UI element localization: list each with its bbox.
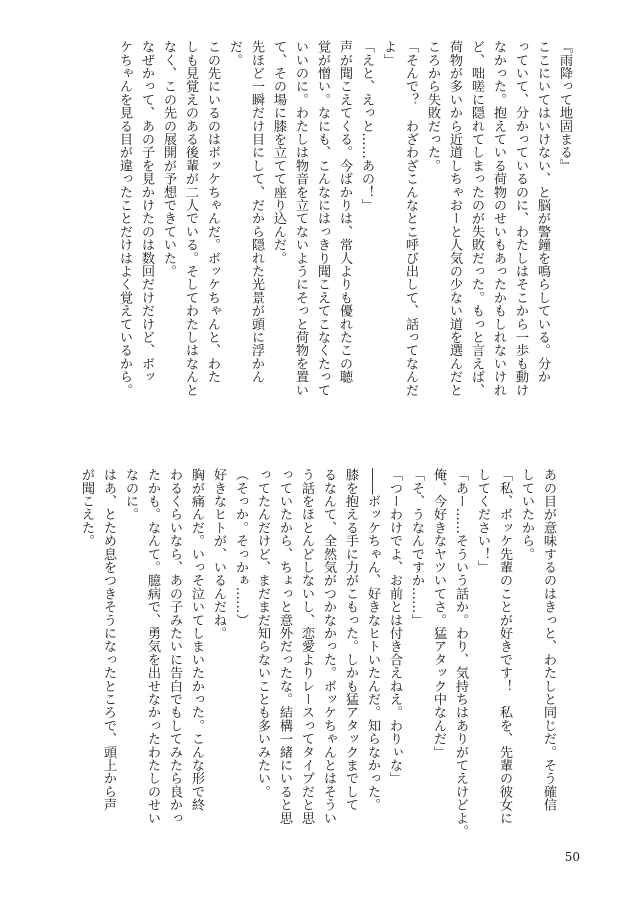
text-line: 膝を抱える手に力がこもった。しかも猛アタックまでして (343, 468, 358, 812)
text-line: 「私、ボッケ先輩のことが好きです！ 私を、先輩の彼女に (497, 468, 512, 825)
text-line: ――ボッケちゃん、好きなヒトいたんだ。知らなかった。 (365, 468, 380, 812)
text-line: 好きなヒトが、いるんだね。 (211, 468, 226, 640)
text-line: 「つーわけでよ、お前とは付き合えねえ。わりぃな」 (387, 468, 402, 785)
text-line: なく、この先の展開が予想できていた。 (161, 40, 176, 278)
text-line: してください！」 (475, 468, 490, 574)
text-line: ころから失敗だった。 (425, 40, 440, 172)
text-line: 先ほど一瞬だけ目にして、だから隠れた光景が頭に浮かん (249, 40, 264, 384)
text-line: 「えと、えっと……あの！」 (359, 40, 374, 212)
text-line: なかった。抱えている荷物のせいもあったかもしれないけれ (491, 40, 506, 397)
text-line: ってたんだけど、まだまだ知らないことも多いみたい。 (255, 468, 270, 798)
text-line: ここにいてはいけない、と脳が警鐘を鳴らしている。分か (535, 40, 550, 384)
text-line: ケちゃんを見る目が違ったことだけはよく覚えているから。 (117, 40, 132, 397)
text-line: う話をほとんどしないし、恋愛よりレースってタイプだと思 (299, 468, 314, 825)
text-line: はあ、とため息をつきそうになったところで、頭上から声 (101, 468, 116, 812)
text-line: なぜかって、あの子を見かけたのは数回だけだけど、ボッ (139, 40, 154, 384)
text-line: 俺、今好きなヤツいてさ。猛アタック中なんだ」 (431, 468, 446, 759)
text-line: 覚が憎い。なにも、こんなにはっきり聞こえてこなくたって (315, 40, 330, 397)
text-line: あの目が意味するのはきっと、わたしと同じだ。そう確信 (541, 468, 556, 812)
text-line: 「そんで？ わざわざこんなとこ呼び出して、話ってなんだ (403, 40, 418, 397)
text-line: していたから。 (519, 468, 534, 561)
lower-text-block (79, 468, 559, 868)
text-line: 荷物が多いから近道しちゃおーと人気の少ない道を選んだと (447, 40, 462, 397)
text-line: っていて、分かっているのに、わたしはそこから一歩も動け (513, 40, 528, 397)
text-line: たかも。なんて。臆病で、勇気を出せなかったわたしのせい (145, 468, 160, 825)
text-line: しも見覚えのある後輩が二人でいる。そしてわたしはなんと (183, 40, 198, 397)
text-line: っていたから、ちょっと意外だったな。結構一緒にいると思 (277, 468, 292, 825)
text-line: だ。 (227, 40, 242, 67)
text-line: この先にいるのはボッケちゃんだ。ボッケちゃんと、わた (205, 40, 220, 384)
upper-text-block (82, 40, 575, 460)
text-line: （そっか。そっかぁ……） (233, 468, 248, 627)
text-line: いいのに。わたしは物音を立てないようにそっと荷物を置い (293, 40, 308, 397)
text-line: て、その場に膝を立てて座り込んだ。 (271, 40, 286, 265)
text-line: なのに。 (123, 468, 138, 521)
text-line: 声が聞こえてくる。今ばかりは、常人よりも優れたこの聴 (337, 40, 352, 384)
text-line: 「そ、うなんですか……」 (409, 468, 424, 627)
page-number: 50 (564, 850, 580, 864)
text-line: ど、咄嗟に隠れてしまったのが失敗だった。もっと言えば、 (469, 40, 484, 397)
text-line: わるくらいなら、あの子みたいに告白でもしてみたら良かっ (167, 468, 182, 825)
text-line: よ」 (381, 40, 396, 67)
text-line: 「あー……そういう話か。わり、気持ちはありがてえけどよ。 (453, 468, 468, 838)
text-line: が聞こえた。 (79, 468, 94, 548)
text-line: るなんて、全然気がつかなかった。ボッケちゃんとはそうい (321, 468, 336, 825)
story-title: 『雨降って地固まる』 (557, 40, 572, 172)
text-line: 胸が痛んだ。いっそ泣いてしまいたかった。こんな形で終 (189, 468, 204, 812)
